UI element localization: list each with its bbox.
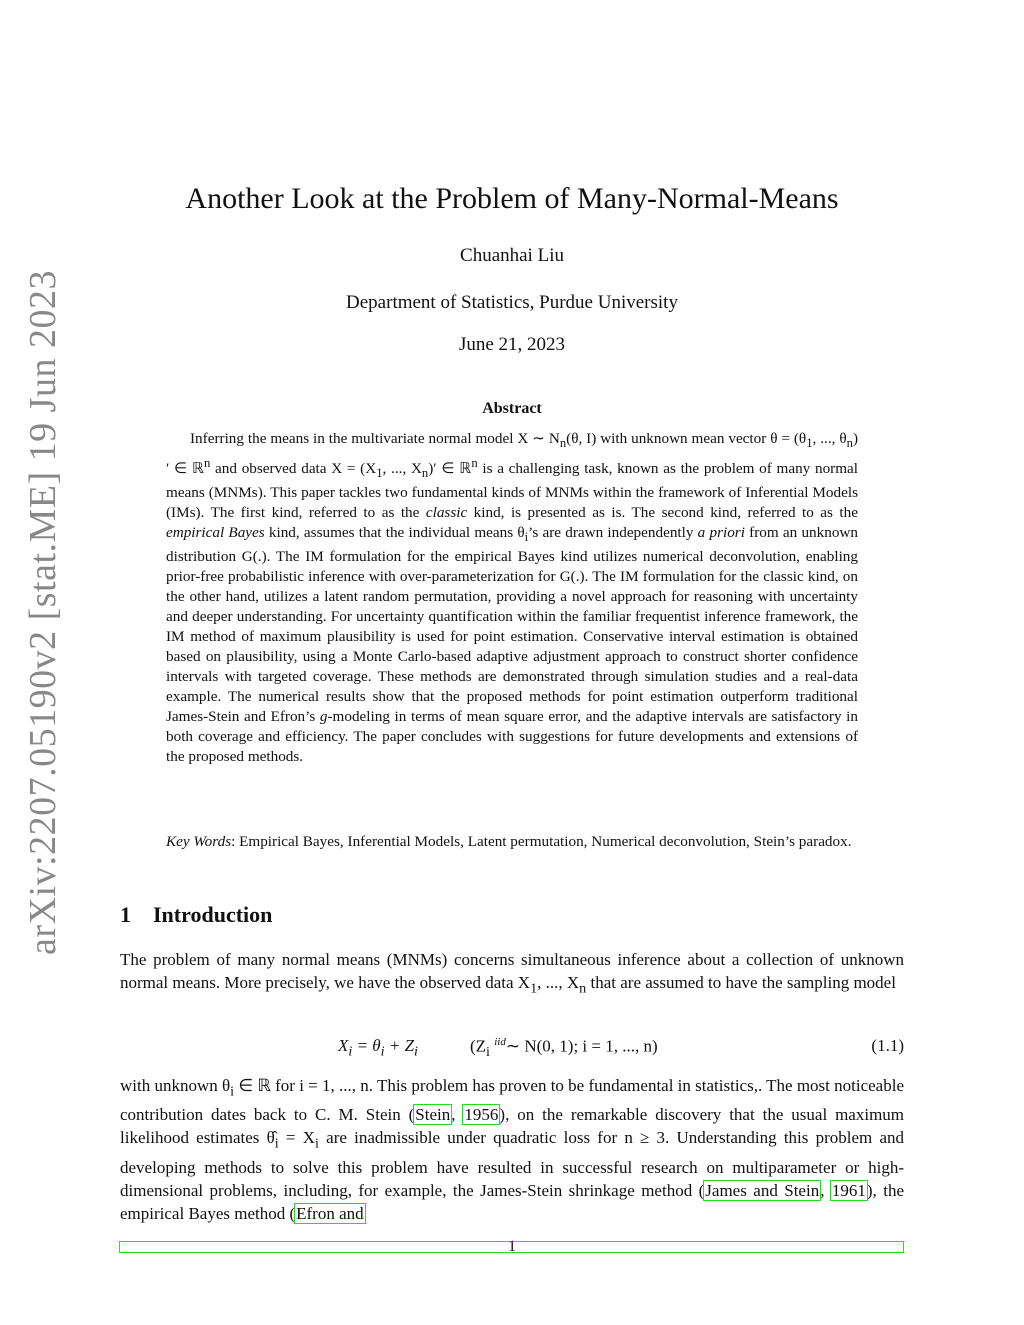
citation-stein-link[interactable]: Stein [415,1105,451,1125]
citation-stein-year-link[interactable]: 1956 [464,1105,499,1125]
empirical-bayes-term: empirical Bayes [166,524,265,542]
equation-number: (1.1) [871,1036,904,1055]
keywords [166,832,858,852]
paper-title: Another Look at the Problem of Many-Normal-Means [185,182,839,215]
section-heading-introduction [120,902,272,928]
abstract-body: Inferring the means in the multivariate normal model X ∼ $N_n(\theta$, I) with unknown mean vector $\theta = (\theta_1$, ..., $\theta_n)'$ ∈ ℝ$^n$ and observed data $X = (X_1$, ..., $X_n)'$ ∈ ℝ$^n$ is a challenging task, known as the problem of many normal means (MNMs). This paper tackles two fundamental kinds of MNMs within the framework of Inferential Models (IMs). The first kind, referred to as the classic kind, is presented as is. The second kind, referred to as the empirical Bayes kind, assumes that the individual means $\theta_i’s$ are drawn independently a priori from an unknown distribution G(.). The IM formulation for the empirical Bayes kind utilizes numerical deconvolution, enabling prior-free probabilistic inference with over-parameterization for G(.). The IM formulation for the classic kind, on the other hand, utilizes a latent random permutation, providing a novel approach for reasoning with uncertainty and deeper understanding. For uncertainty quantification within the familiar frequentist inference framework, the IM method of maximum plausibility is used for point estimation. Conservative interval estimation is obtained based on plausibility, using a Monte Carlo-based adaptive adjustment approach to construct shorter confidence intervals with targeted coverage. These methods are demonstrated through simulation studies and a real-data example. The numerical results show that the proposed methods for point estimation outperform traditional James-Stein and Efron’s g-modeling in terms of mean square error, and the adaptive intervals are satisfactory in both coverage and efficiency. The paper concludes with suggestions for future developments and extensions of the proposed methods. [166,430,859,766]
paper-date: June 21, 2023 [458,334,566,355]
equation-lhs: $X_i = \theta_i + Z_i$ [338,1036,418,1060]
author-affiliation: Department of Statistics, Purdue University [346,292,678,313]
keywords-list: : Empirical Bayes, Inferential Models, Latent permutation, Numerical deconvolution, Stein’s paradox. [231,833,852,850]
citation-efron-link[interactable]: Efron and [296,1203,364,1223]
intro-paragraph-1: The problem of many normal means (MNMs) concerns simultaneous inference about a collection of unknown normal means. More precisely, we have the observed data $X_1$, ..., $X_n$ that are assumed to have the sampling model [120,950,904,997]
section-title: Introduction [153,902,273,927]
arxiv-identifier: arXiv:2207.05190v2 [stat.ME] 19 Jun 2023 [22,270,64,955]
author-name: Chuanhai Liu [460,245,564,266]
intro-paragraph-2: with unknown $\theta_i$ ∈ ℝ for i = 1, ..., n. This problem has proven to be fundamental in statistics,. The most noticeable contribution dates back to C. M. Stein (Stein, 1956), on the remarkable discovery that the usual maximum likelihood estimates $\thetâ_i = X_i$ are inadmissible under quadratic loss for n ≥ 3. Understanding this problem and developing methods to solve this problem have resulted in successful research on multiparameter or high-dimensional problems, including, for example, the James-Stein shrinkage method (James and Stein, 1961), the empirical Bayes method (Efron and [120,1076,905,1223]
classic-term: classic [425,504,468,522]
section-number: 1 [120,902,131,927]
equation-condition: ($Z_i$ $^{iid}$∼ N(0, 1); i = 1, ..., n) [470,1036,658,1061]
citation-james-stein-year-link[interactable]: 1961 [831,1180,866,1200]
equation-1-1 [120,1036,904,1060]
citation-james-stein-link[interactable]: James and Stein [705,1180,820,1200]
abstract-heading: Abstract [482,400,542,417]
keywords-label: Key Words [166,833,232,850]
page-number: 1 [508,1238,516,1255]
a-priori-term: a priori [697,524,745,542]
